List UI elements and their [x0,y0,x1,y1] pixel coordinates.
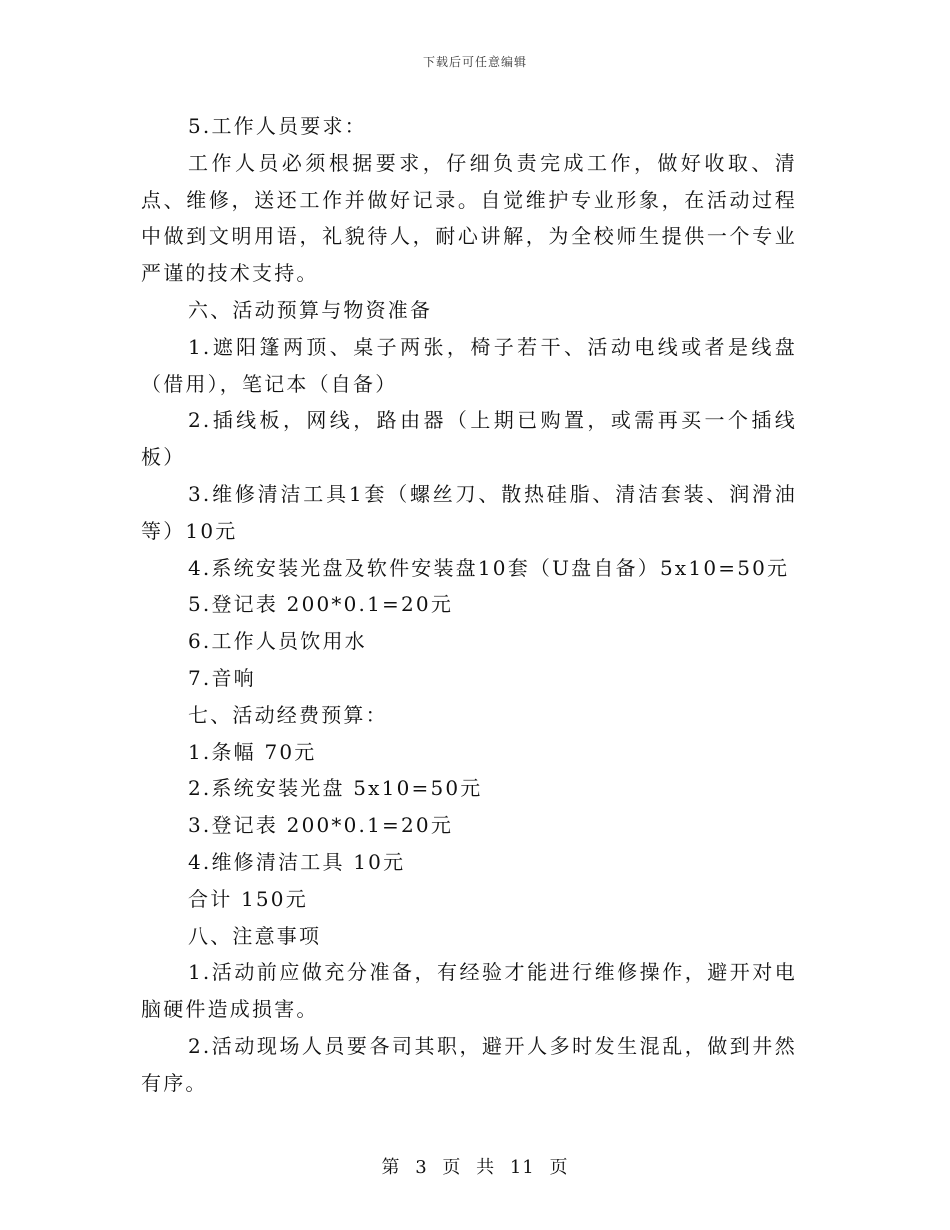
list-item: 3.维修清洁工具1套（螺丝刀、散热硅脂、清洁套装、润滑油等）10元 [141,481,797,543]
list-item: 2.系统安装光盘 5x10=50元 [188,776,483,801]
paragraph: 工作人员必须根据要求，仔细负责完成工作，做好收取、清点、维修，送还工作并做好记录。自觉维护专业形象，在活动过程中做到文明用语，礼貌待人，耐心讲解，为全校师生提供一个专业严谨的技术支持。 [141,150,797,286]
list-item: 6.工作人员饮用水 [188,629,367,654]
header-note: 下载后可任意编辑 [422,55,527,69]
paragraph: 5.工作人员要求： [188,114,367,138]
list-item: 2.插线板，网线，路由器（上期已购置，或需再买一个插线板） [141,408,797,470]
list-item: 1.活动前应做充分准备，有经验才能进行维修操作，避开对电脑硬件造成损害。 [141,960,797,1022]
list-item: 4.维修清洁工具 10元 [188,849,406,874]
section-heading: 八、注意事项 [188,923,322,948]
list-item: 4.系统安装光盘及软件安装盘10套（U盘自备）5x10=50元 [188,555,790,580]
total-line: 合计 150元 [188,886,308,911]
page-number-footer: 第 3 页 共 11 页 [381,1157,569,1178]
section-heading: 六、活动预算与物资准备 [188,297,433,322]
document-body [141,108,797,1102]
list-item: 1.遮阳篷两顶、桌子两张，椅子若干、活动电线或者是线盘（借用），笔记本（自备） [141,334,797,396]
list-item: 1.条幅 70元 [188,739,317,764]
list-item: 3.登记表 200*0.1=20元 [188,813,454,838]
list-item: 5.登记表 200*0.1=20元 [188,592,454,617]
section-heading: 七、活动经费预算： [188,702,388,727]
list-item: 7.音响 [188,665,256,690]
list-item: 2.活动现场人员要各司其职，避开人多时发生混乱，做到井然有序。 [141,1033,797,1095]
